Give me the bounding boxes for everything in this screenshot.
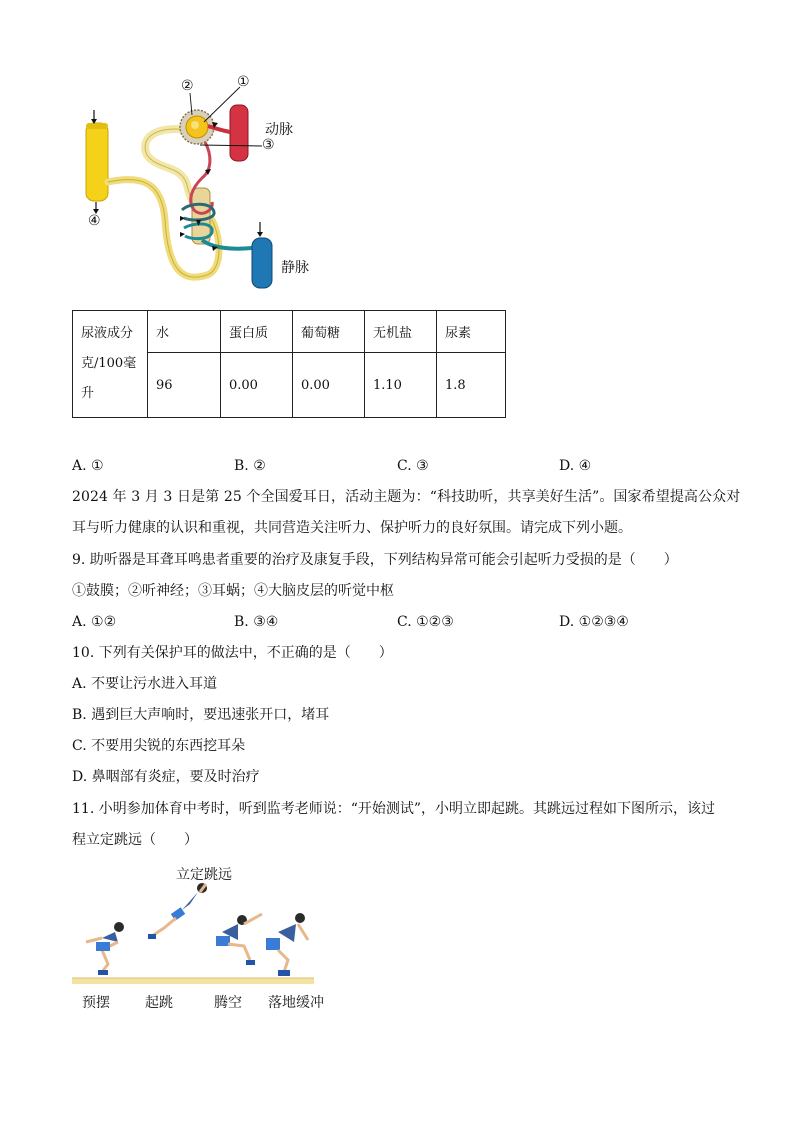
row-header-line: 尿液成分 — [81, 326, 134, 341]
q9-option-a[interactable] — [72, 612, 116, 632]
intro-line-2: 耳与听力健康的认识和重视，共同营造关注听力、保护听力的良好氛围。请完成下列小题。 — [72, 520, 632, 536]
jump-phase-label: 起跳 — [145, 995, 173, 1011]
q8-option-d[interactable] — [559, 456, 591, 476]
long-jump-illustration — [72, 880, 322, 990]
column-header: 尿素 — [437, 311, 506, 353]
q10-option-b[interactable]: B. 遇到巨大声响时，要迅速张开口，堵耳 — [72, 707, 330, 723]
jump-figure-title: 立定跳远 — [176, 867, 232, 883]
option-text: ③ — [416, 458, 429, 474]
value-cell: 1.10 — [365, 353, 437, 418]
option-text: ①②③ — [416, 614, 454, 630]
option-key: A. — [72, 614, 92, 630]
option-key: A. — [72, 458, 92, 474]
q8-option-b[interactable] — [234, 456, 266, 476]
option-key: B. — [234, 614, 254, 630]
option-key: B. — [234, 458, 254, 474]
marker-4: ④ — [88, 213, 101, 229]
option-text: ① — [91, 458, 104, 474]
q8-option-a[interactable] — [72, 456, 104, 476]
option-key: C. — [397, 458, 417, 474]
row-header-line: 升 — [81, 386, 95, 401]
option-text: ③④ — [253, 614, 279, 630]
q10-option-c[interactable]: C. 不要用尖锐的东西挖耳朵 — [72, 738, 246, 754]
jump-phase-label: 预摆 — [82, 995, 110, 1011]
value-cell: 0.00 — [293, 353, 365, 418]
q11-stem-line-1: 11. 小明参加体育中考时，听到监考老师说：“开始测试”，小明立即起跳。其跳远过程如下图所示，该过 — [72, 801, 716, 817]
urine-composition-table — [72, 310, 506, 418]
artery-label: 动脉 — [265, 122, 293, 138]
q9-items: ①鼓膜；②听神经；③耳蜗；④大脑皮层的听觉中枢 — [72, 583, 394, 599]
option-text: ①②③④ — [578, 614, 629, 630]
column-header: 蛋白质 — [221, 311, 293, 353]
q11-stem-line-2: 程立定跳远（ ） — [72, 832, 198, 848]
q10-option-a[interactable]: A. 不要让污水进入耳道 — [72, 676, 218, 692]
column-header: 葡萄糖 — [293, 311, 365, 353]
q8-option-c[interactable] — [397, 456, 429, 476]
row-header-line: 克/100毫 — [81, 356, 137, 371]
jump-figure — [72, 880, 322, 990]
q9-option-c[interactable] — [397, 612, 454, 632]
option-key: D. — [559, 458, 579, 474]
q10-option-d[interactable]: D. 鼻咽部有炎症，要及时治疗 — [72, 769, 260, 785]
q10-stem: 10. 下列有关保护耳的做法中，不正确的是（ ） — [72, 645, 393, 661]
value-cell: 0.00 — [221, 353, 293, 418]
intro-line-1: 2024 年 3 月 3 日是第 25 个全国爱耳日，活动主题为：“科技助听，共享美好生活”。国家希望提高公众对 — [72, 489, 741, 505]
option-text: ①② — [91, 614, 117, 630]
marker-3: ③ — [262, 137, 275, 153]
q9-stem: 9. 助听器是耳聋耳鸣患者重要的治疗及康复手段，下列结构异常可能会引起听力受损的是（ ） — [72, 552, 678, 568]
q9-option-b[interactable] — [234, 612, 278, 632]
column-header: 水 — [148, 311, 221, 353]
marker-2: ② — [181, 78, 194, 94]
jump-phase-label: 落地缓冲 — [268, 995, 324, 1011]
jump-phase-label: 腾空 — [214, 995, 242, 1011]
option-text: ④ — [578, 458, 592, 474]
value-cell: 96 — [148, 353, 221, 418]
option-text: ② — [253, 458, 266, 474]
vein-label: 静脉 — [281, 260, 309, 276]
value-cell: 1.8 — [437, 353, 506, 418]
option-key: C. — [397, 614, 417, 630]
column-header: 无机盐 — [365, 311, 437, 353]
marker-1: ① — [237, 74, 250, 90]
q9-option-d[interactable] — [559, 612, 629, 632]
row-header-cell — [73, 311, 148, 418]
option-key: D. — [559, 614, 579, 630]
